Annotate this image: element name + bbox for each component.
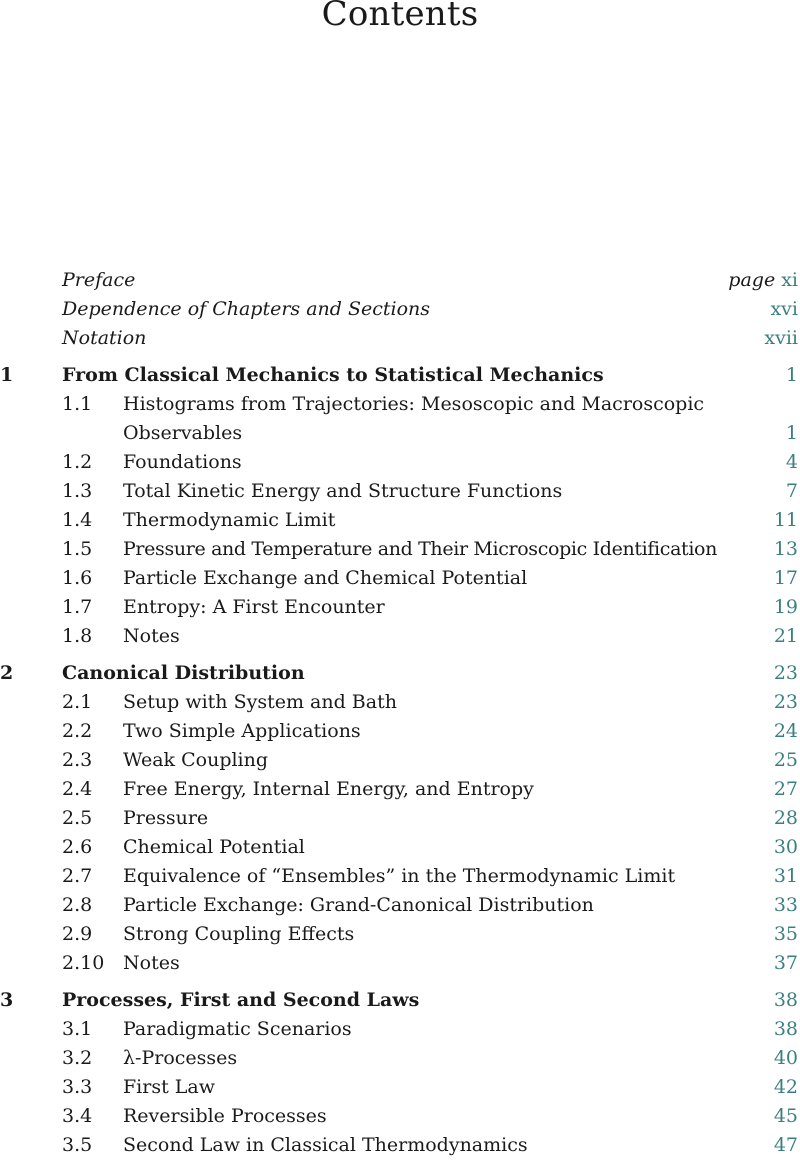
section-title: Strong Coupling Effects <box>123 923 355 945</box>
toc-section-entry[interactable] <box>0 448 800 477</box>
section-number: 1.3 <box>62 480 93 502</box>
chapter-title: From Classical Mechanics to Statistical Mechanics <box>62 364 604 386</box>
toc-section-entry[interactable] <box>0 564 800 593</box>
section-title: Histograms from Trajectories: Mesoscopic and Macroscopic Observables <box>123 393 705 444</box>
toc-page-link[interactable]: 38 <box>773 1018 798 1040</box>
toc-section-entry[interactable] <box>0 775 800 804</box>
section-number: 1.1 <box>62 393 93 415</box>
toc-page-link[interactable]: 42 <box>773 1076 798 1098</box>
section-title: Particle Exchange: Grand-Canonical Distribution <box>123 894 594 916</box>
section-number: 1.6 <box>62 567 93 589</box>
toc-section-entry[interactable] <box>0 1131 800 1160</box>
section-title: Free Energy, Internal Energy, and Entropy <box>123 778 534 800</box>
section-title: Two Simple Applications <box>123 720 361 742</box>
section-number: 3.4 <box>62 1105 93 1127</box>
section-number: 2.4 <box>62 778 93 800</box>
section-title: Equivalence of “Ensembles” in the Thermodynamic Limit <box>123 865 676 887</box>
toc-entry-title: Notation <box>62 327 147 349</box>
toc-page-link[interactable]: 13 <box>773 538 798 560</box>
toc-page-link[interactable]: 40 <box>773 1047 798 1069</box>
section-number: 2.2 <box>62 720 93 742</box>
toc-section-entry[interactable] <box>0 506 800 535</box>
toc-front-entry[interactable] <box>0 295 800 324</box>
section-title: Setup with System and Bath <box>123 691 397 713</box>
toc-section-entry[interactable] <box>0 1015 800 1044</box>
toc-page-link[interactable]: 21 <box>773 625 798 647</box>
table-of-contents <box>0 266 800 1160</box>
toc-section-entry[interactable] <box>0 1073 800 1102</box>
toc-page-link[interactable]: xvi <box>770 298 798 320</box>
chapter-number: 2 <box>0 662 14 684</box>
toc-section-entry[interactable] <box>0 688 800 717</box>
section-title: Weak Coupling <box>123 749 269 771</box>
toc-page-link[interactable]: 19 <box>773 596 798 618</box>
toc-page-link[interactable]: 35 <box>773 923 798 945</box>
toc-page-link[interactable]: 38 <box>773 989 798 1011</box>
chapter-number: 3 <box>0 989 14 1011</box>
toc-page-link[interactable]: 31 <box>773 865 798 887</box>
toc-section-entry[interactable] <box>0 535 800 564</box>
section-number: 1.2 <box>62 451 93 473</box>
section-number: 2.9 <box>62 923 93 945</box>
page-prefix: page <box>728 269 776 291</box>
section-number: 1.8 <box>62 625 93 647</box>
section-title: Thermodynamic Limit <box>123 509 336 531</box>
toc-page-link[interactable]: 1 <box>785 422 798 444</box>
toc-section-entry[interactable] <box>0 862 800 891</box>
section-number: 3.3 <box>62 1076 93 1098</box>
toc-entry-title: Dependence of Chapters and Sections <box>62 298 431 320</box>
section-number: 2.8 <box>62 894 93 916</box>
chapter-number: 1 <box>0 364 14 386</box>
toc-page-link[interactable]: 27 <box>773 778 798 800</box>
toc-chapter-entry[interactable] <box>0 986 800 1015</box>
section-title: Entropy: A First Encounter <box>123 596 385 618</box>
section-number: 2.10 <box>62 952 105 974</box>
toc-section-entry[interactable] <box>0 1102 800 1131</box>
toc-chapter-entry[interactable] <box>0 361 800 390</box>
toc-page-link[interactable]: 45 <box>773 1105 798 1127</box>
section-number: 2.5 <box>62 807 93 829</box>
section-number: 1.7 <box>62 596 93 618</box>
toc-section-entry[interactable] <box>0 949 800 978</box>
section-title: Pressure <box>123 807 209 829</box>
toc-section-entry[interactable] <box>0 833 800 862</box>
toc-page-link[interactable]: 37 <box>773 952 798 974</box>
toc-page-link[interactable]: 33 <box>773 894 798 916</box>
section-number: 2.1 <box>62 691 93 713</box>
section-title: Paradigmatic Scenarios <box>123 1018 352 1040</box>
toc-page-link[interactable]: 30 <box>773 836 798 858</box>
section-number: 3.1 <box>62 1018 93 1040</box>
toc-page-link[interactable]: 17 <box>773 567 798 589</box>
section-number: 1.4 <box>62 509 93 531</box>
section-title: Foundations <box>123 451 242 473</box>
page-title: Contents <box>321 0 479 34</box>
section-number: 3.2 <box>62 1047 93 1069</box>
section-title: Pressure and Temperature and Their Microscopic Identification <box>123 538 718 560</box>
section-number: 2.3 <box>62 749 93 771</box>
chapter-title: Processes, First and Second Laws <box>62 989 420 1011</box>
section-title: λ-Processes <box>123 1047 238 1069</box>
toc-page-link[interactable]: 7 <box>785 480 798 502</box>
section-title: Second Law in Classical Thermodynamics <box>123 1134 528 1156</box>
toc-page-link[interactable]: 1 <box>785 364 798 386</box>
section-title: First Law <box>123 1076 215 1098</box>
toc-page-link[interactable]: 47 <box>773 1134 798 1156</box>
section-number: 1.5 <box>62 538 93 560</box>
toc-page-link[interactable]: 4 <box>785 451 798 473</box>
section-number: 3.5 <box>62 1134 93 1156</box>
section-number: 2.6 <box>62 836 93 858</box>
toc-page-link[interactable]: 24 <box>773 720 798 742</box>
section-title: Reversible Processes <box>123 1105 327 1127</box>
toc-page-link[interactable]: 23 <box>773 691 798 713</box>
toc-front-entry[interactable] <box>0 324 800 353</box>
toc-section-entry[interactable] <box>0 920 800 949</box>
toc-page-link[interactable] <box>728 266 798 295</box>
section-title: Total Kinetic Energy and Structure Functions <box>123 480 563 502</box>
section-title: Particle Exchange and Chemical Potential <box>123 567 528 589</box>
toc-entry-title: Preface <box>62 269 136 291</box>
toc-section-entry[interactable] <box>0 717 800 746</box>
section-title: Notes <box>123 625 180 647</box>
toc-section-entry[interactable] <box>0 622 800 651</box>
toc-section-entry[interactable] <box>0 746 800 775</box>
section-title: Notes <box>123 952 180 974</box>
toc-chapter-entry[interactable] <box>0 659 800 688</box>
toc-section-entry[interactable] <box>0 804 800 833</box>
toc-section-entry[interactable] <box>0 390 800 448</box>
toc-page-link[interactable]: 28 <box>773 807 798 829</box>
toc-page-link[interactable]: 11 <box>773 509 798 531</box>
chapter-title: Canonical Distribution <box>62 662 305 684</box>
toc-front-entry[interactable] <box>0 266 800 295</box>
toc-section-entry[interactable] <box>0 593 800 622</box>
toc-page-link[interactable]: 25 <box>773 749 798 771</box>
toc-section-entry[interactable] <box>0 891 800 920</box>
toc-page-link[interactable]: 23 <box>773 662 798 684</box>
page-number: xi <box>781 269 798 291</box>
toc-section-entry[interactable] <box>0 1044 800 1073</box>
toc-page-link[interactable]: xvii <box>764 327 798 349</box>
toc-section-entry[interactable] <box>0 477 800 506</box>
section-number: 2.7 <box>62 865 93 887</box>
section-title: Chemical Potential <box>123 836 305 858</box>
